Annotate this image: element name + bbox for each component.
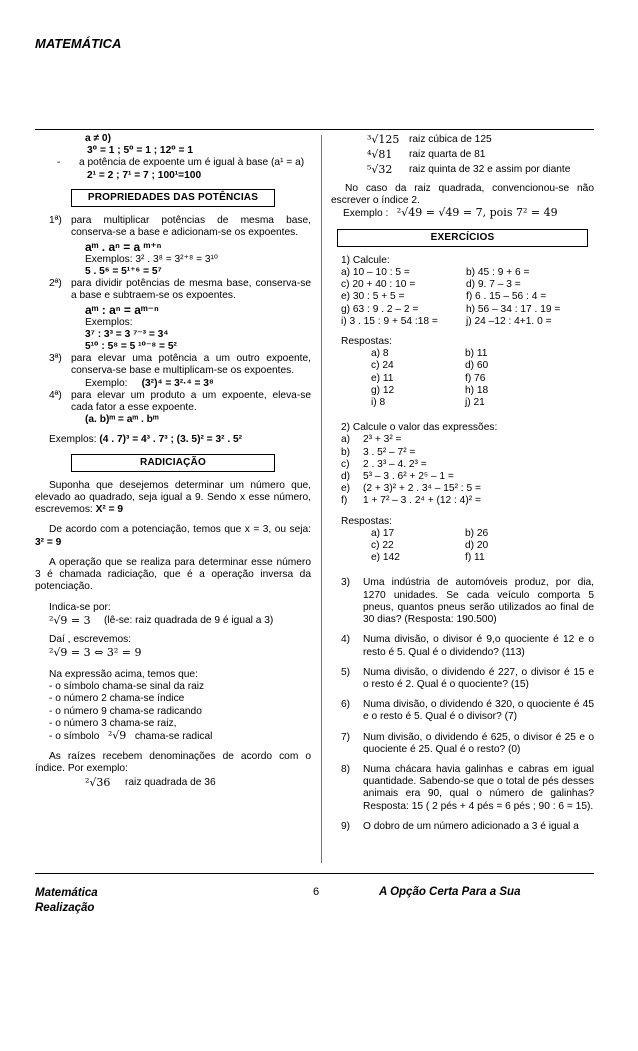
expression-row: a) 2³ + 3² = [341,434,402,446]
property-2-formula: aᵐ : aⁿ = aᵐ⁻ⁿ [85,303,159,318]
calc-row: c) 20 + 40 : 10 = d) 9. 7 – 3 = [341,279,521,291]
property-1: 1ª) para multiplicar potências de mesma base, conserva-se a base e adicionam-se os expoentes. [49,215,311,239]
expression-row: f) 1 + 7² – 3 . 2⁴ + (12 : 4)² = [341,495,481,507]
answers-label: Respostas: [341,515,392,527]
section-box-properties: PROPRIEDADES DAS POTÊNCIAS [71,189,275,207]
right-column [331,133,594,833]
property-1-example-2: 5 . 5⁶ = 5¹⁺⁶ = 5⁷ [85,265,162,277]
problem-item: 3) Uma indústria de automóveis produz, por dia, 1270 unidades. Se cada veículo comporta 5 pneus, quantos pneus serão utilizados ao final de 30 dias? (Resposta: 190.500) [341,577,594,626]
column-divider [321,135,322,863]
rad-paragraph-2: De acordo com a potenciação, temos que x = 3, ou seja: 3² = 9 [35,524,311,548]
answer-row: g) 12 h) 18 [371,384,489,396]
problem-item: 4) Numa divisão, o divisor é 9,o quociente é 12 e o resto é 5. Qual é o dividendo? (113) [341,634,594,658]
answer-row: c) 24 d) 60 [371,360,489,372]
rad-paragraph-3: A operação que se realiza para determinar esse número 3 é chamada radiciação, que é a operação inversa da potenciação. [35,556,311,593]
answer-row: c) 22 d) 20 [371,540,489,552]
rad-example-36: ²√36 raiz quadrada de 36 [85,775,216,789]
property-4: 4ª) para elevar um produto a um expoente, eleva-se cada fator a esse expoente. [49,389,311,414]
problem-item: 5) Numa divisão, o dividendo é 227, o divisor é 15 e o resto é 2. Qual é o quociente? (15) [341,666,594,690]
rad-example-2: ²√9 = 3 ⇔ 3² = 9 [49,646,142,660]
one-exponent-text: a potência de expoente um é igual à base (a¹ = a) [79,157,305,169]
cont-line: a ≠ 0) [85,133,111,144]
rad-example-1: ²√9 = 3 (lê-se: raiz quadrada de 9 é igual a 3) [49,614,274,628]
page-number: 6 [313,886,320,898]
footer-rule [35,873,594,874]
rad-names: As raízes recebem denominações de acordo com o índice. Por exemplo: [35,751,311,775]
page-header: MATEMÁTICA [35,36,122,51]
expression-row: b) 3 . 5² – 7² = [341,446,416,458]
exercise-1-title: 1) Calcule: [341,254,390,266]
bullet: - [57,157,61,169]
properties-examples: Exemplos: (4 . 7)³ = 4³ . 7³ ; (3. 5)² = 3² . 5² [49,434,243,446]
list-item: - o símbolo chama-se sinal da raiz [49,681,205,693]
rad-dai: Daí , escrevemos: [49,633,132,645]
expression-row: c) 2 . 3³ – 4. 2³ = [341,458,427,470]
footer-left: Matemática Realização [35,887,98,914]
zero-exponent-rule: 3⁰ = 1 ; 5⁰ = 1 ; 12⁰ = 1 [87,145,193,157]
answer-row: a) 8 b) 11 [371,348,488,360]
answer-row: i) 8 j) 21 [371,397,485,409]
property-1-example: Exemplos: 3² . 3⁸ = 3²⁺⁸ = 3¹⁰ [85,253,218,265]
calc-row: a) 10 – 10 : 5 = b) 45 : 9 + 6 = [341,267,530,279]
problem-item: 7) Num divisão, o dividendo é 625, o divisor é 25 e o quociente é 25. Qual é o resto? (0) [341,731,594,755]
root-example-row: ⁴√81 raiz quarta de 81 [367,148,486,162]
one-exponent-example: 2¹ = 2 ; 7¹ = 7 ; 100¹=100 [87,169,202,181]
property-4-formula: (a. b)ᵐ = aᵐ . bᵐ [85,414,159,426]
property-2-example-2: 5¹⁰ : 5⁸ = 5 ¹⁰⁻⁸ = 5² [85,341,177,353]
section-box-radiciacao: RADICIAÇÃO [71,454,275,472]
list-item: - o símbolo ²√9 chama-se radical [49,728,213,742]
expression-row: e) (2 + 3)² + 2 . 3⁴ – 15² : 5 = [341,483,481,495]
list-item: - o número 2 chama-se índice [49,693,185,705]
calc-row: g) 63 : 9 . 2 – 2 = h) 56 – 34 : 17 . 19 = [341,303,561,315]
square-root-convention: No caso da raiz quadrada, convencionou-se não escrever o índice 2. [331,183,594,207]
calc-row: e) 30 : 5 + 5 = f) 6 . 15 – 56 : 4 = [341,291,547,303]
convention-example: Exemplo : ²√49 = √49 = 7, pois 7² = 49 [343,206,558,220]
expression-row: d) 5³ – 3 . 6² + 2⁵ – 1 = [341,471,454,483]
answer-row: e) 11 f) 76 [371,372,486,384]
rad-expression: Na expressão acima, temos que: [49,668,198,680]
answers-label: Respostas: [341,336,392,348]
list-item: - o número 3 chama-se raiz, [49,717,177,729]
answer-row: a) 17 b) 26 [371,527,489,539]
section-box-exercises: EXERCÍCIOS [337,229,588,247]
list-item: - o número 9 chama-se radicando [49,705,202,717]
property-2-example-1: 3⁷ : 3³ = 3 ⁷⁻³ = 3⁴ [85,328,169,340]
property-3-example: Exemplo: (3²)⁴ = 3²·⁴ = 3⁸ [85,377,214,389]
problem-item: 6) Numa divisão, o dividendo é 320, o quociente é 45 e o resto é 5. Qual é o divisor? (7) [341,699,594,723]
exercise-2-title: 2) Calcule o valor das expressões: [341,422,498,434]
left-column [35,133,311,791]
property-2-example-label: Exemplos: [85,316,133,328]
problem-item: 8) Numa chácara havia galinhas e cabras em igual quantidade. Sabendo-se que o total de pés desses animais era 90, qual o número de galinhas? Resposta: 15 ( 2 pés + 4 pés = 6 pés ; 90 : 6 = 15). [341,763,594,812]
root-example-row: ³√125 raiz cúbica de 125 [367,133,492,147]
property-1-formula: aᵐ . aⁿ = a ᵐ⁺ⁿ [85,240,162,255]
rad-paragraph-1: Suponha que desejemos determinar um número que, elevado ao quadrado, seja igual a 9. Sendo x esse número, escrevemos: X² = 9 [35,479,311,516]
footer-right: A Opção Certa Para a Sua [379,886,521,898]
answer-row: e) 142 f) 11 [371,552,485,564]
rad-indica: Indica-se por: [49,601,111,613]
property-2: 2ª) para dividir potências de mesma base, conserva-se a base e subtraem-se os expoentes. [49,278,311,302]
root-example-row: ⁵√32 raiz quinta de 32 e assim por diante [367,163,571,177]
problem-item: 9) O dobro de um número adicionado a 3 é igual a [341,820,579,832]
header-rule [35,129,594,130]
calc-row: i) 3 . 15 : 9 + 54 :18 = j) 24 –12 : 4+1. 0 = [341,315,552,327]
property-3: 3ª) para elevar uma potência a um outro expoente, conserva-se base e multiplicam-se os expoentes. [49,353,311,377]
